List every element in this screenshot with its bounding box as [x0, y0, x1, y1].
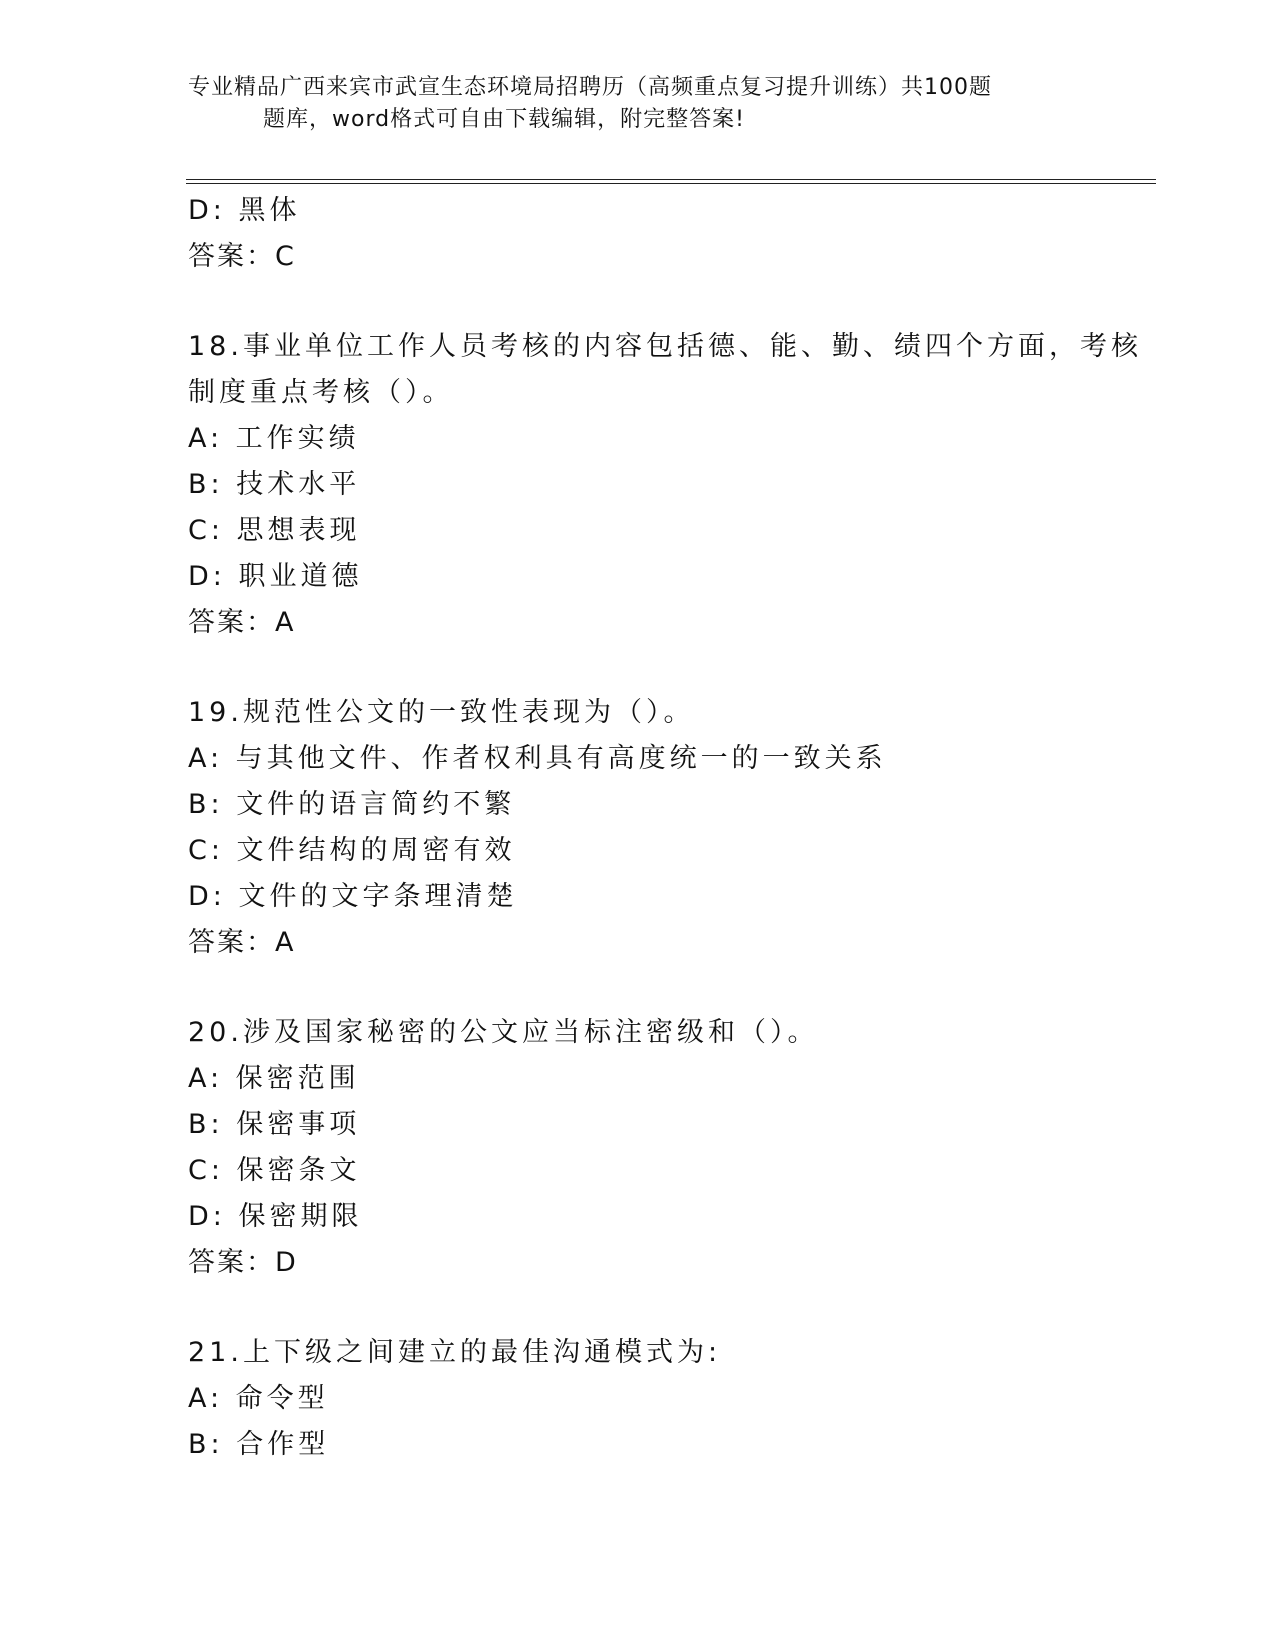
question-stem — [188, 690, 1148, 736]
option-a: A: 命令型 — [188, 1383, 329, 1414]
option-b: B: 保密事项 — [188, 1109, 361, 1140]
question-list — [188, 188, 1148, 1468]
answer-line: 答案：C — [188, 241, 296, 272]
question-stem — [188, 1330, 1148, 1376]
option-c: C: 思想表现 — [188, 515, 361, 546]
question-21 — [188, 1330, 1148, 1468]
spacer — [188, 1286, 1148, 1330]
header-title-line-1: 专业精品广西来宾市武宣生态环境局招聘历（高频重点复习提升训练）共100题 — [188, 75, 992, 100]
header-divider-top — [186, 179, 1156, 180]
option-d: D: 职业道德 — [188, 561, 363, 592]
answer-line: 答案：A — [188, 927, 296, 958]
question-stem-line-1: 20.涉及国家秘密的公文应当标注密级和（）。 — [188, 1017, 819, 1048]
option-c: C: 保密条文 — [188, 1155, 361, 1186]
question-18 — [188, 324, 1148, 646]
option-b: B: 技术水平 — [188, 469, 361, 500]
spacer — [188, 966, 1148, 1010]
question-stem-line-1: 18.事业单位工作人员考核的内容包括德、能、勤、绩四个方面，考核 — [188, 331, 1142, 362]
question-19 — [188, 690, 1148, 966]
question-17-continuation — [188, 188, 1148, 280]
option-d: D: 保密期限 — [188, 1201, 363, 1232]
option-a: A: 与其他文件、作者权利具有高度统一的一致关系 — [188, 743, 887, 774]
answer-line: 答案：A — [188, 607, 296, 638]
header-title-line-2: 题库，word格式可自由下载编辑，附完整答案! — [263, 107, 745, 132]
option-d: D: 黑体 — [188, 195, 301, 226]
option-a: A: 工作实绩 — [188, 423, 360, 454]
option-b: B: 文件的语言简约不繁 — [188, 789, 516, 820]
question-stem — [188, 1010, 1148, 1056]
spacer — [188, 280, 1148, 324]
answer-line: 答案：D — [188, 1247, 298, 1278]
header-divider-bottom — [186, 183, 1156, 184]
option-c: C: 文件结构的周密有效 — [188, 835, 516, 866]
option-d: D: 文件的文字条理清楚 — [188, 881, 518, 912]
spacer — [188, 646, 1148, 690]
option-b: B: 合作型 — [188, 1429, 330, 1460]
question-20 — [188, 1010, 1148, 1286]
question-stem — [188, 324, 1148, 416]
option-a: A: 保密范围 — [188, 1063, 360, 1094]
document-header — [188, 72, 1088, 136]
question-stem-line-1: 21.上下级之间建立的最佳沟通模式为: — [188, 1337, 722, 1368]
question-stem-line-2: 制度重点考核（）。 — [188, 377, 454, 408]
question-stem-line-1: 19.规范性公文的一致性表现为（）。 — [188, 697, 695, 728]
